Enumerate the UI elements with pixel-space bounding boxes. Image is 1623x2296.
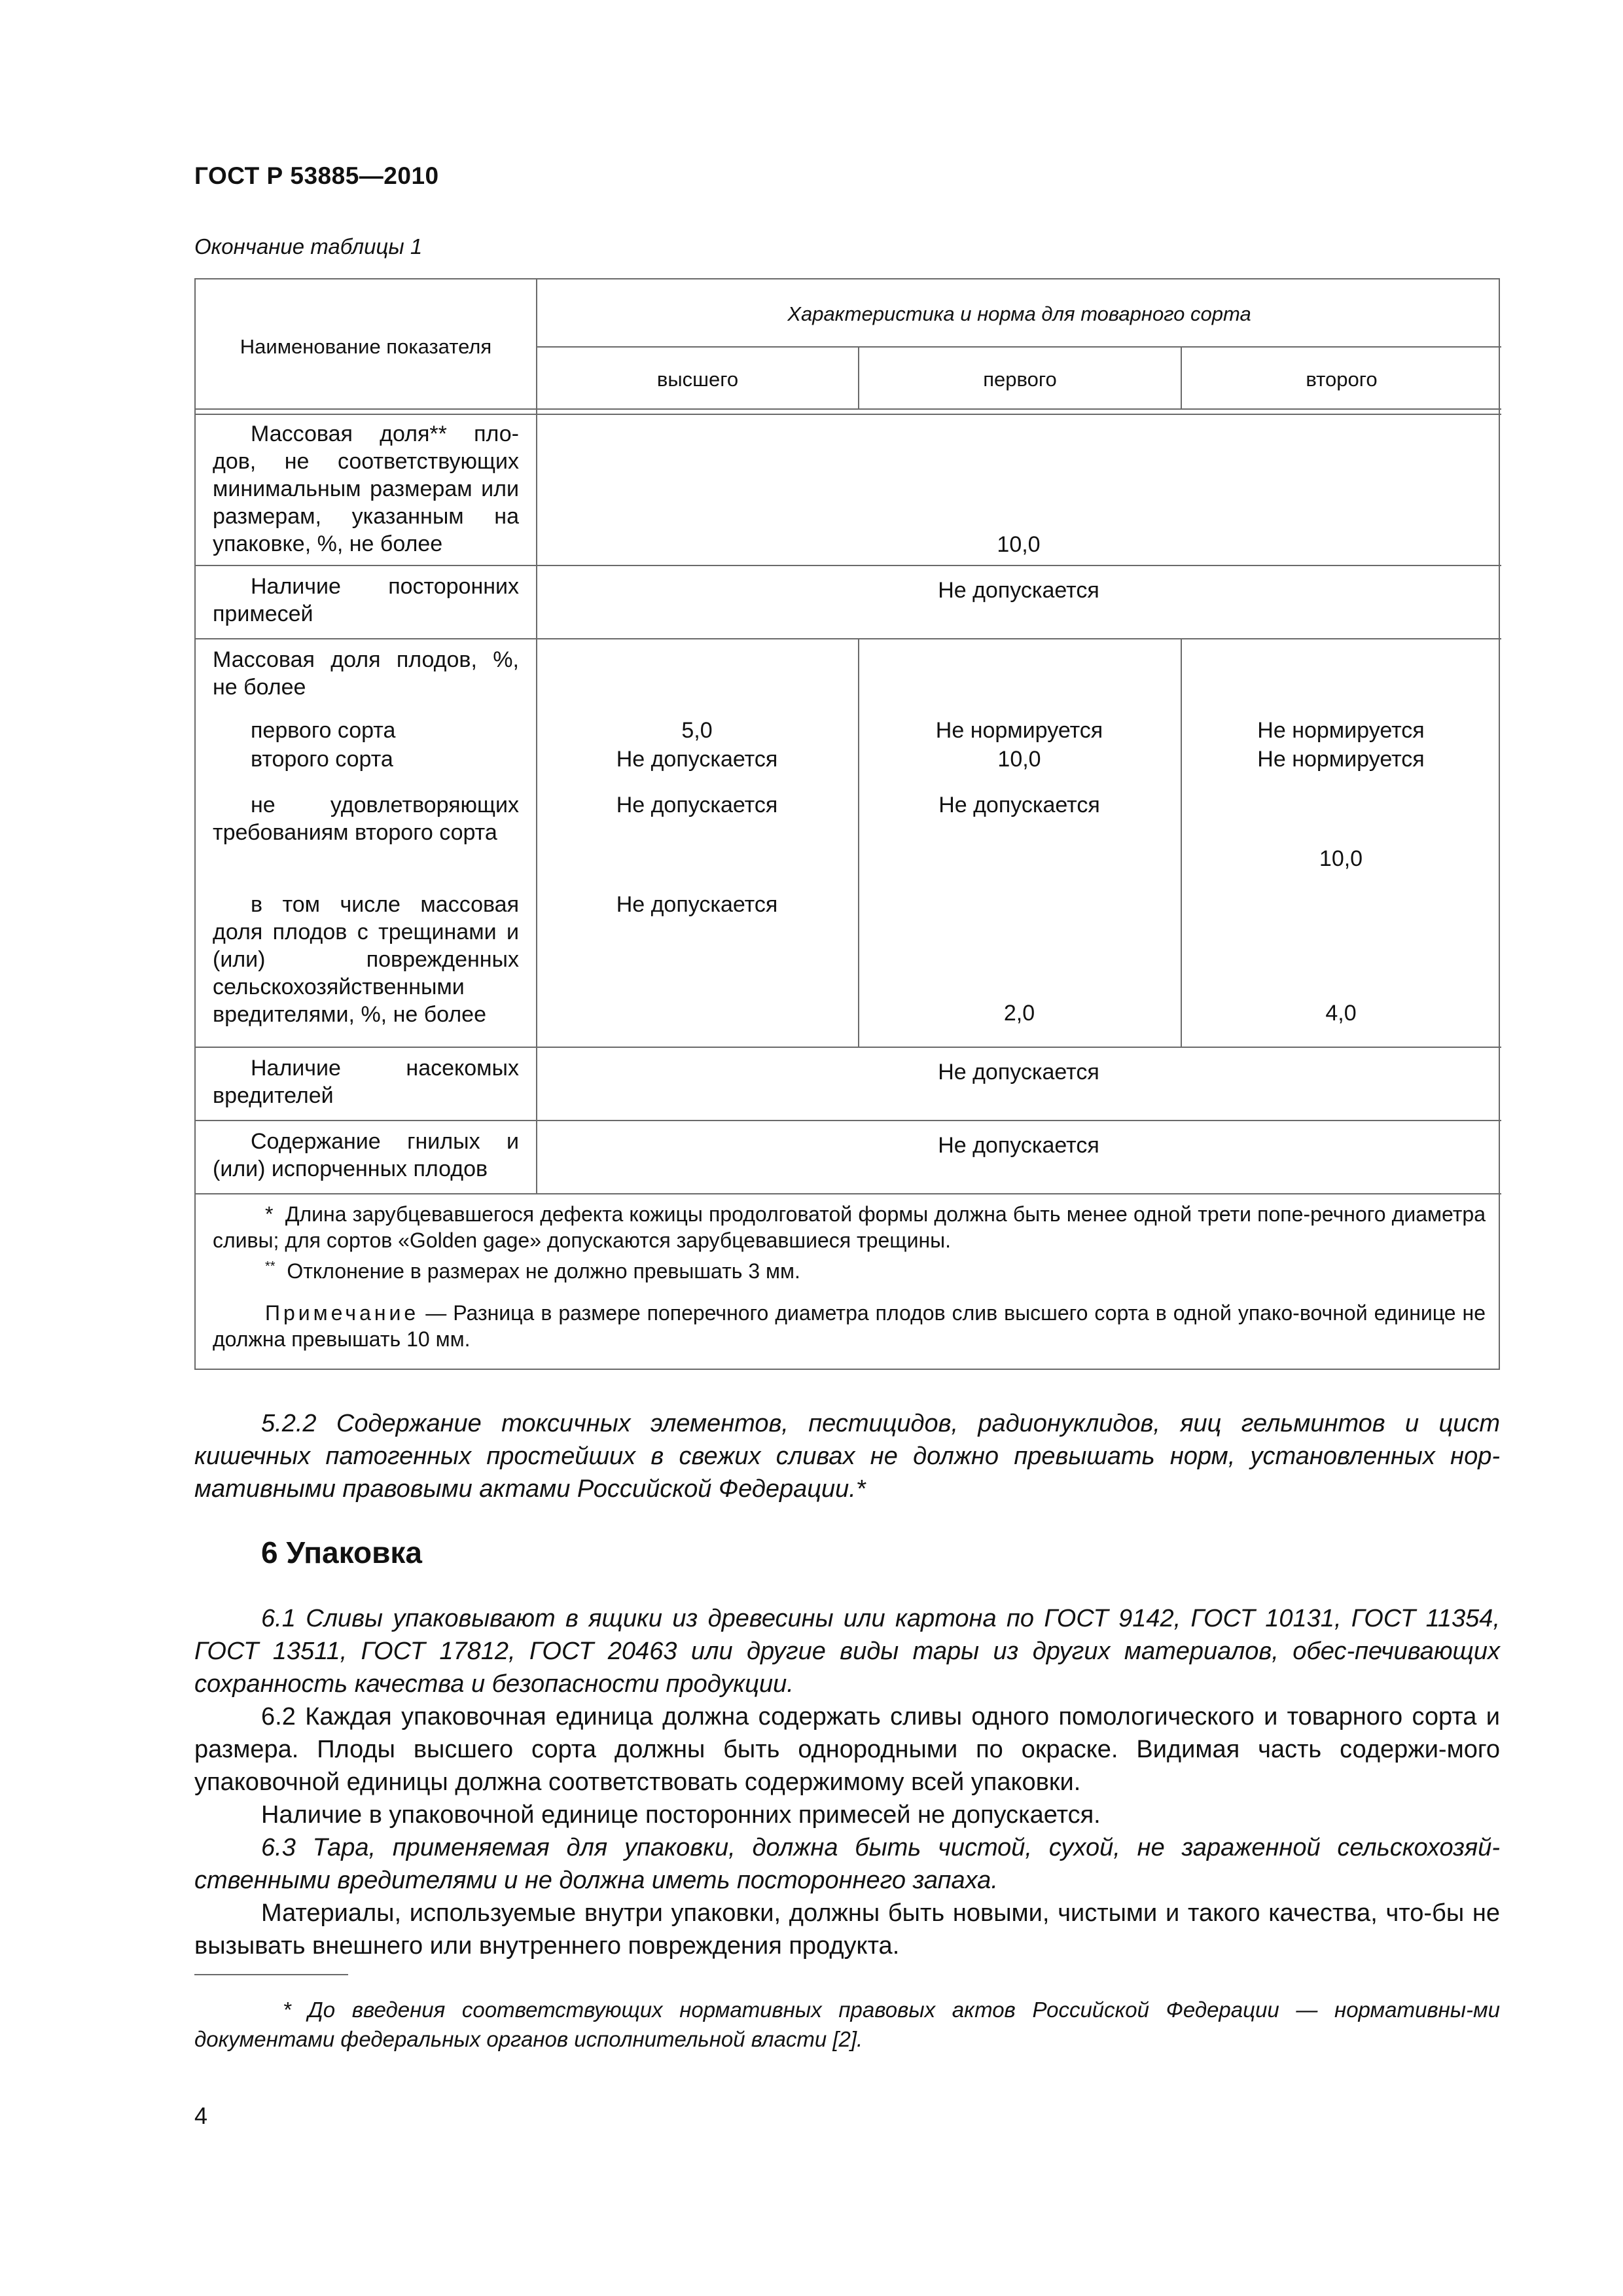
table-line [196,1120,1501,1121]
subrow-name: второго сорта [251,747,393,772]
note-double-star-mark: ** [265,1259,276,1274]
subrow-value: Не нормируется [1257,747,1425,772]
clause-6-1-text: 6.1 Сливы упаковывают в ящики из древесины или картона по ГОСТ 9142, ГОСТ 10131, ГОСТ 11354, ГОСТ 13511, ГОСТ 17812, ГОСТ 20463 или другие виды тары из других материалов, обес-печивающих сохранность качества и безопасности продукции. [194,1605,1500,1698]
table-caption: Окончание таблицы 1 [194,234,423,259]
row-value: Не допускается [938,1133,1099,1158]
subrow-value: Не допускается [616,892,778,917]
page-number: 4 [194,2102,208,2129]
subrow-value: 10,0 [1319,846,1363,871]
note-star-mark: * [265,1202,274,1226]
note-star-text: Длина зарубцевавшегося дефекта кожицы продолговатой формы должна быть менее одной трети попе-речного диаметра сливы; для сортов «Golden gage» допускаются зарубцевавшиеся трещины. [213,1202,1486,1252]
row-name: Наличие посторонних примесей [213,574,519,626]
table-line [196,638,1501,639]
row-name: Содержание гнилых и (или) испорченных плодов [213,1129,519,1181]
note-text: — Разница в размере поперечного диаметра плодов слив высшего сорта в одной упако-вочной единице не должна превышать 10 мм. [213,1301,1486,1351]
clause-5-2-2 [194,1407,1500,1505]
clause-5-2-2-text: 5.2.2 Содержание токсичных элементов, пестицидов, радионуклидов, яиц гельминтов и цист кишечных патогенных простейших в свежих сливах не должно превышать норм, установленных нор-мативными правовыми актами Российской Федерации.* [194,1410,1500,1503]
row-name: Массовая доля** пло-дов, не соответствующих минимальным размерам или размерам, указанным на упаковке, %, не более [213,422,519,556]
clause-6-3-extra [194,1897,1500,1962]
table-line [196,408,1501,410]
page-footnote: * До введения соответствующих нормативных правовых актов Российской Федерации — нормативны-ми документами федеральных органов исполнительной власти [2]. [194,1998,1500,2051]
subrow-value: 4,0 [1325,1001,1357,1026]
note-double-star-text: Отклонение в размерах не должно превышать 3 мм. [287,1259,800,1283]
clause-6-3-extra-text: Материалы, используемые внутри упаковки, должны быть новыми, чистыми и такого качества, что-бы не вызывать внешнего или внутреннего повреждения продукта. [194,1899,1500,1960]
subrow-value: Не допускается [616,747,778,772]
clause-6-1 [194,1602,1500,1700]
clause-6-2-extra [194,1799,1500,1831]
subrow-name: в том числе массовая доля плодов с трещинами и (или) поврежденных сельскохозяйственными вредителями, %, не более [213,892,519,1027]
header-indicator: Наименование показателя [240,335,492,358]
subrow-value: 10,0 [997,747,1041,772]
subrow-value: 5,0 [681,718,713,743]
table-line [858,638,859,1047]
table-line [196,565,1501,566]
header-grade-highest: высшего [656,368,739,391]
subrow-name: первого сорта [251,718,396,743]
table-line [1181,638,1182,1047]
row-name: Наличие насекомых вредителей [213,1056,519,1108]
row-name: Массовая доля плодов, %, не более [213,647,519,700]
document-code: ГОСТ Р 53885—2010 [194,162,439,189]
clause-6-2 [194,1700,1500,1799]
quality-table [194,278,1500,1370]
clause-6-2-extra-text: Наличие в упаковочной единице посторонних примесей не допускается. [261,1801,1101,1829]
row-value: 10,0 [997,532,1041,557]
header-characteristic: Характеристика и норма для товарного сорта [787,302,1251,325]
header-grade-first: первого [983,368,1057,391]
subrow-value: Не нормируется [1257,718,1425,743]
clause-6-3-text: 6.3 Тара, применяемая для упаковки, должна быть чистой, сухой, не зараженной сельскохозяй-ственными вредителями и не должна иметь постороннего запаха. [194,1834,1500,1894]
table-notes [213,1201,1486,1352]
table-line [196,1193,1501,1194]
subrow-value: Не допускается [938,793,1100,817]
subrow-value: 2,0 [1003,1001,1035,1026]
footnote-separator [194,1974,348,1975]
subrow-name: не удовлетворяющих требованиям второго сорта [213,793,519,845]
header-grade-second: второго [1306,368,1378,391]
section-6-title: 6 Упаковка [261,1535,422,1570]
row-value: Не допускается [938,1060,1099,1085]
clause-6-2-text: 6.2 Каждая упаковочная единица должна содержать сливы одного помологического и товарного сорта и размера. Плоды высшего сорта должны быть однородными по окраске. Видимая часть содержи-мого упаковочной единицы должна соответствовать содержимому всей упаковки. [194,1703,1500,1796]
table-line [196,1047,1501,1048]
table-line [537,346,1501,348]
row-value: Не допускается [938,578,1099,603]
table-line [196,414,1501,415]
subrow-value: Не нормируется [935,718,1103,743]
note-label: Примечание [265,1301,419,1325]
subrow-value: Не допускается [616,793,778,817]
clause-6-3 [194,1831,1500,1897]
